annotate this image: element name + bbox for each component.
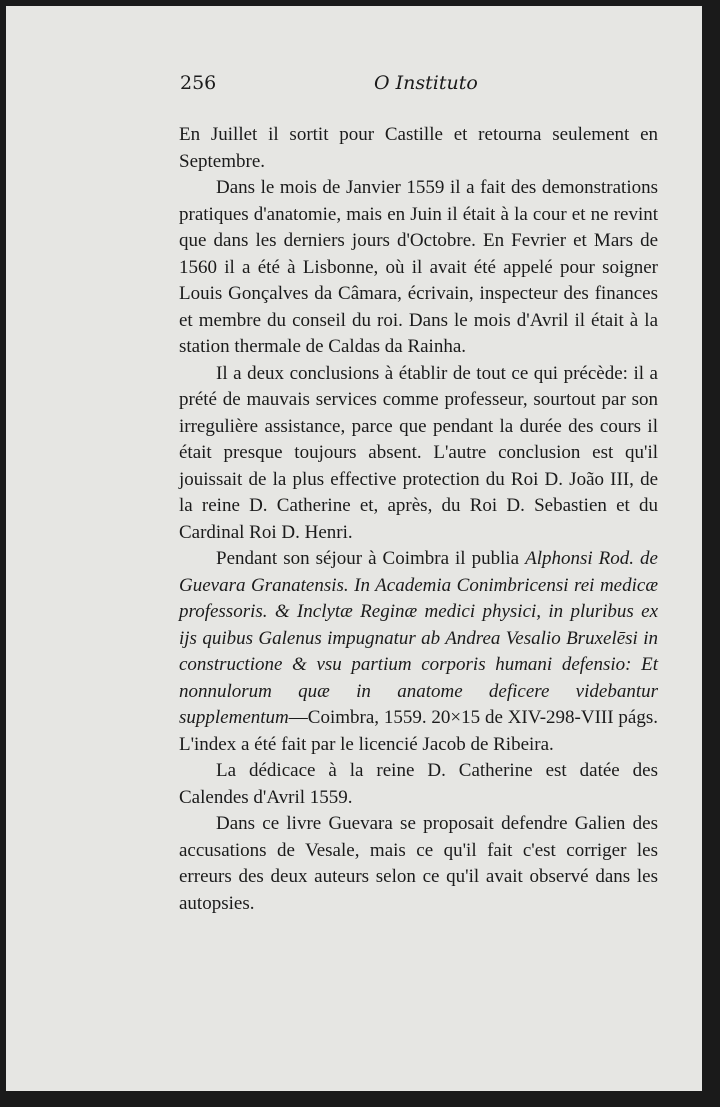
paragraph-5: La dédicace à la reine D. Catherine est datée des Calendes d'Avril 1559. <box>179 760 658 808</box>
scanned-page <box>6 6 714 1101</box>
running-title: O Instituto <box>374 72 478 94</box>
book-title-italic: Alphonsi Rod. de Guevara Granatensis. In Academia Conimbricensi rei medicæ professoris. & Inclytæ Reginæ medici physici, in pluribus ex ijs quibus Galenus impugnatur ab Andrea Vesalio Bruxelēsi in constructione & vsu partium corporis humani defensio: Et nonnulorum quæ in anatome deficere videbantur supplementum <box>179 548 658 728</box>
paragraph-1: En Juillet il sortit pour Castille et retourna seulement en Septembre. <box>179 124 658 172</box>
paragraph-3: Il a deux conclusions à établir de tout ce qui précède: il a prété de mauvais services comme professeur, sourtout par son irregulière assistance, parce que pendant la durée des cours il était presque toujours absent. L'autre conclusion est qu'il jouissait de la plus effective protection du Roi D. João III, de la reine D. Catherine et, après, du Roi D. Sebastien et du Cardinal Roi D. Henri. <box>179 362 658 543</box>
page-number: 256 <box>180 72 217 94</box>
paragraph-4-lead: Pendant son séjour à Coimbra il publia <box>216 548 526 569</box>
body-text <box>179 122 658 917</box>
paragraph-2: Dans le mois de Janvier 1559 il a fait des demonstrations pratiques d'anatomie, mais en Juin il était à la cour et ne revint que dans les derniers jours d'Octobre. En Fevrier et Mars de 1560 il a été à Lisbonne, où il avait été appelé pour soigner Louis Gonçalves da Câmara, écrivain, inspecteur des finances et membre du conseil du roi. Dans le mois d'Avril il était à la station thermale de Caldas da Rainha. <box>179 177 658 357</box>
paragraph-4 <box>179 546 658 758</box>
paragraph-6: Dans ce livre Guevara se proposait defendre Galien des accusations de Vesale, mais ce qu'il fait c'est corriger les erreurs des deux auteurs selon ce qu'il avait observé dans les autopsies. <box>179 813 658 914</box>
paragraph-4-tail: —Coimbra, 1559. 20×15 de XIV-298-VIII págs. L'index a été fait par le licencié Jacob de Ribeira. <box>179 707 658 755</box>
